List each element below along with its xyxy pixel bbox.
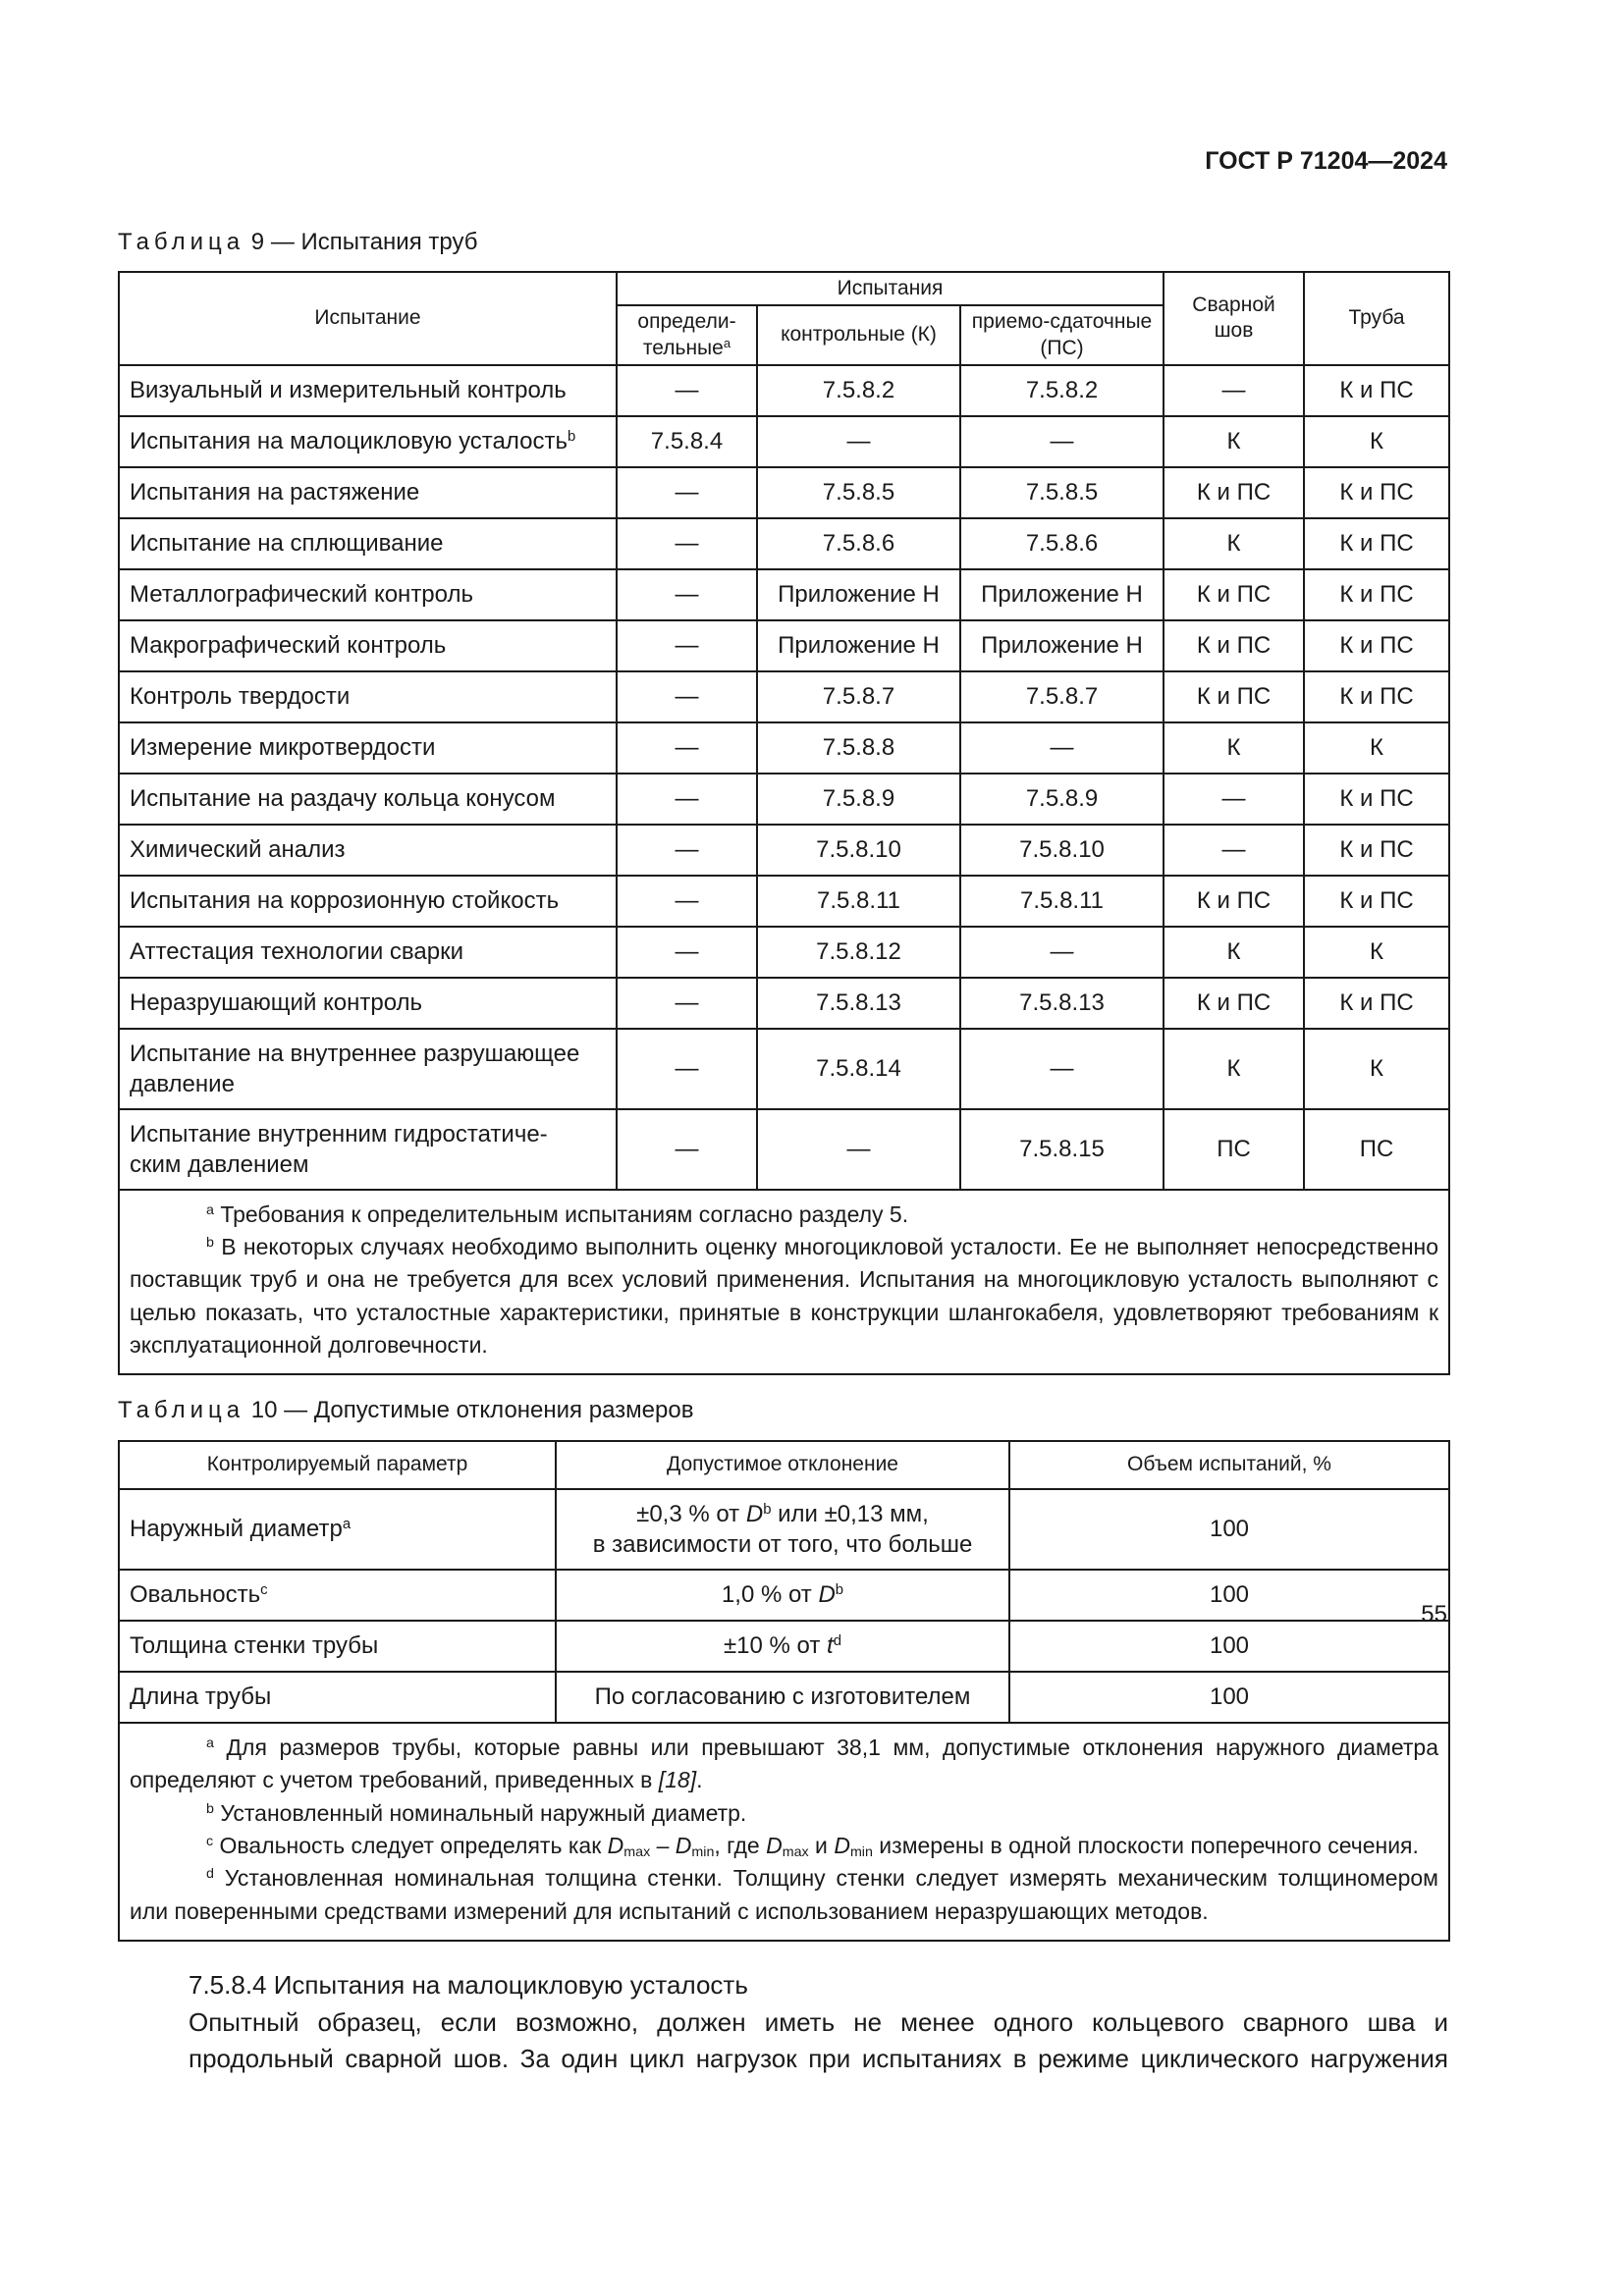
definitive-cell: — [617,876,757,927]
control-cell: 7.5.8.8 [757,722,960,774]
parameter-name: Длина трубы [119,1672,556,1723]
parameter-name: Овальность$^c$ [119,1570,556,1621]
control-cell: 7.5.8.14 [757,1029,960,1109]
definitive-cell: — [617,1029,757,1109]
footnotes-cell [119,1190,1449,1375]
pipe-cell: К и ПС [1304,518,1449,569]
parameter-name: Наружный диаметр$^a$ [119,1489,556,1570]
control-cell: Приложение Н [757,569,960,620]
tolerance-value: 1,0 % от $D^b$ [556,1570,1009,1621]
header-tolerance: Допустимое отклонение [556,1441,1009,1489]
acceptance-cell: 7.5.8.15 [960,1109,1164,1190]
header-test: Испытание [119,272,617,365]
test-name: Испытание внутренним гидростатиче- ским давлением [119,1109,617,1190]
test-name: Испытание на раздачу кольца конусом [119,774,617,825]
definitive-cell: — [617,927,757,978]
weld-cell: ПС [1164,1109,1304,1190]
pipe-cell: К и ПС [1304,876,1449,927]
header-pipe: Труба [1304,272,1449,365]
standard-code: ГОСТ Р 71204—2024 [1205,147,1447,175]
header-control: контрольные (К) [757,305,960,365]
acceptance-cell: 7.5.8.10 [960,825,1164,876]
control-cell: 7.5.8.10 [757,825,960,876]
test-name: Неразрушающий контроль [119,978,617,1029]
weld-cell: К и ПС [1164,876,1304,927]
control-cell: 7.5.8.7 [757,671,960,722]
pipe-cell: К [1304,416,1449,467]
volume-value: 100 [1009,1570,1449,1621]
pipe-cell: К и ПС [1304,825,1449,876]
header-tests-group: Испытания [617,272,1164,305]
definitive-cell: — [617,671,757,722]
weld-cell: — [1164,825,1304,876]
control-cell: — [757,416,960,467]
test-name: Испытание на сплющивание [119,518,617,569]
definitive-cell: — [617,467,757,518]
table-row [119,774,1449,825]
table-row [119,1489,1449,1570]
header-volume: Объем испытаний, % [1009,1441,1449,1489]
control-cell: 7.5.8.6 [757,518,960,569]
test-name: Испытания на растяжение [119,467,617,518]
table10 [118,1440,1450,1942]
volume-value: 100 [1009,1489,1449,1570]
volume-value: 100 [1009,1621,1449,1672]
table-row [119,722,1449,774]
table-row [119,569,1449,620]
weld-cell: К и ПС [1164,467,1304,518]
footnote-d: $^d$ Установленная номинальная толщина стенки. Толщину стенки следует измерять механическим толщиномером или поверенными средствами измерений для испытаний с использованием неразрушающих методов. [130,1865,1438,1924]
control-cell: 7.5.8.12 [757,927,960,978]
table-row [119,876,1449,927]
table-row [119,825,1449,876]
table-row [119,467,1449,518]
weld-cell: К и ПС [1164,978,1304,1029]
test-name: Аттестация технологии сварки [119,927,617,978]
control-cell: 7.5.8.13 [757,978,960,1029]
definitive-cell: — [617,1109,757,1190]
footnotes-cell [119,1723,1449,1941]
test-name: Макрографический контроль [119,620,617,671]
acceptance-cell: — [960,1029,1164,1109]
definitive-cell: — [617,978,757,1029]
header-weld: Сварной шов [1164,272,1304,365]
pipe-cell: К и ПС [1304,620,1449,671]
table9 [118,271,1450,1375]
table9-footnotes [119,1190,1449,1375]
pipe-cell: К и ПС [1304,569,1449,620]
acceptance-cell: 7.5.8.11 [960,876,1164,927]
acceptance-cell: — [960,722,1164,774]
section-heading: 7.5.8.4 Испытания на малоцикловую усталость [189,1970,748,2000]
test-name: Испытания на малоцикловую усталость$^b$ [119,416,617,467]
tolerance-value: По согласованию с изготовителем [556,1672,1009,1723]
control-cell: 7.5.8.9 [757,774,960,825]
tolerance-value: ±0,3 % от $D^b$ или ±0,13 мм, в зависимости от того, что больше [556,1489,1009,1570]
test-name: Контроль твердости [119,671,617,722]
table-row [119,1029,1449,1109]
section-paragraph-line: продольный сварной шов. За один цикл нагрузок при испытаниях в режиме циклического нагружения [189,2044,1448,2074]
acceptance-cell: 7.5.8.13 [960,978,1164,1029]
section-7-5-8-4 [118,1967,1448,2078]
weld-cell: К [1164,1029,1304,1109]
definitive-cell: — [617,620,757,671]
acceptance-cell: 7.5.8.9 [960,774,1164,825]
table10-footnotes [119,1723,1449,1941]
weld-cell: — [1164,365,1304,416]
table-row [119,1672,1449,1723]
footnote-a: $^a$ Для размеров трубы, которые равны или превышают 38,1 мм, допустимые отклонения наружного диаметра определяют с учетом требований, приведенных в [18]. [130,1735,1438,1793]
footnote-c: $^c$ Овальность следует определять как $D_{max} - D_{min}$, где $D_{max}$ и $D_{min}$ измерены в одной плоскости поперечного сечения. [206,1833,1419,1860]
pipe-cell: К и ПС [1304,365,1449,416]
weld-cell: К [1164,927,1304,978]
table-row [119,927,1449,978]
table-row [119,1621,1449,1672]
definitive-cell: — [617,825,757,876]
pipe-cell: К и ПС [1304,978,1449,1029]
pipe-cell: К [1304,1029,1449,1109]
control-cell: 7.5.8.11 [757,876,960,927]
tolerance-value: ±10 % от $t^d$ [556,1621,1009,1672]
table-row [119,416,1449,467]
pipe-cell: К и ПС [1304,671,1449,722]
footnote-b: $^b$ Установленный номинальный наружный диаметр. [206,1799,747,1826]
section-paragraph-line: Опытный образец, если возможно, должен иметь не менее одного кольцевого сварного шва и [189,2006,1448,2037]
weld-cell: К [1164,416,1304,467]
page-number: 55 [1421,1601,1447,1628]
pipe-cell: К [1304,722,1449,774]
weld-cell: К и ПС [1164,671,1304,722]
acceptance-cell: 7.5.8.7 [960,671,1164,722]
definitive-cell: — [617,569,757,620]
definitive-cell: — [617,774,757,825]
test-name: Измерение микротвердости [119,722,617,774]
pipe-cell: К и ПС [1304,774,1449,825]
acceptance-cell: — [960,927,1164,978]
table-row [119,365,1449,416]
header-definitive: определи- тельные$^a$ [617,305,757,365]
test-name: Металлографический контроль [119,569,617,620]
table-row [119,1570,1449,1621]
definitive-cell: 7.5.8.4 [617,416,757,467]
volume-value: 100 [1009,1672,1449,1723]
footnote-a: $^a$ Требования к определительным испытаниям согласно разделу 5. [206,1201,909,1227]
footnote-b: $^b$ В некоторых случаях необходимо выполнить оценку многоцикловой усталости. Ее не выполняет непосредственно поставщик труб и она не требуется для всех условий применения. Испытания на многоцикловую усталость выполняют с целью показать, что усталостные характеристики, принятые в конструкции шлангокабеля, удовлетворяют требованиям к эксплуатационной долговечности. [130,1234,1439,1359]
test-name: Визуальный и измерительный контроль [119,365,617,416]
pipe-cell: К [1304,927,1449,978]
table-row [119,518,1449,569]
header-parameter: Контролируемый параметр [119,1441,556,1489]
table-row [119,1109,1449,1190]
definitive-cell: — [617,722,757,774]
acceptance-cell: 7.5.8.6 [960,518,1164,569]
control-cell: 7.5.8.2 [757,365,960,416]
weld-cell: К и ПС [1164,620,1304,671]
pipe-cell: К и ПС [1304,467,1449,518]
table-row [119,620,1449,671]
pipe-cell: ПС [1304,1109,1449,1190]
control-cell: — [757,1109,960,1190]
parameter-name: Толщина стенки трубы [119,1621,556,1672]
table-row [119,978,1449,1029]
acceptance-cell: — [960,416,1164,467]
definitive-cell: — [617,365,757,416]
table10-caption: Таблица 10 — Допустимые отклонения размеров [118,1397,694,1423]
test-name: Химический анализ [119,825,617,876]
control-cell: Приложение Н [757,620,960,671]
weld-cell: К [1164,722,1304,774]
acceptance-cell: Приложение Н [960,569,1164,620]
weld-cell: К [1164,518,1304,569]
acceptance-cell: 7.5.8.5 [960,467,1164,518]
acceptance-cell: 7.5.8.2 [960,365,1164,416]
weld-cell: К и ПС [1164,569,1304,620]
definitive-cell: — [617,518,757,569]
test-name: Испытания на коррозионную стойкость [119,876,617,927]
test-name: Испытание на внутреннее разрушающее давление [119,1029,617,1109]
weld-cell: — [1164,774,1304,825]
table9-caption: Таблица 9 — Испытания труб [118,229,478,255]
table-row [119,671,1449,722]
header-acceptance: приемо-сдаточные (ПС) [960,305,1164,365]
control-cell: 7.5.8.5 [757,467,960,518]
acceptance-cell: Приложение Н [960,620,1164,671]
